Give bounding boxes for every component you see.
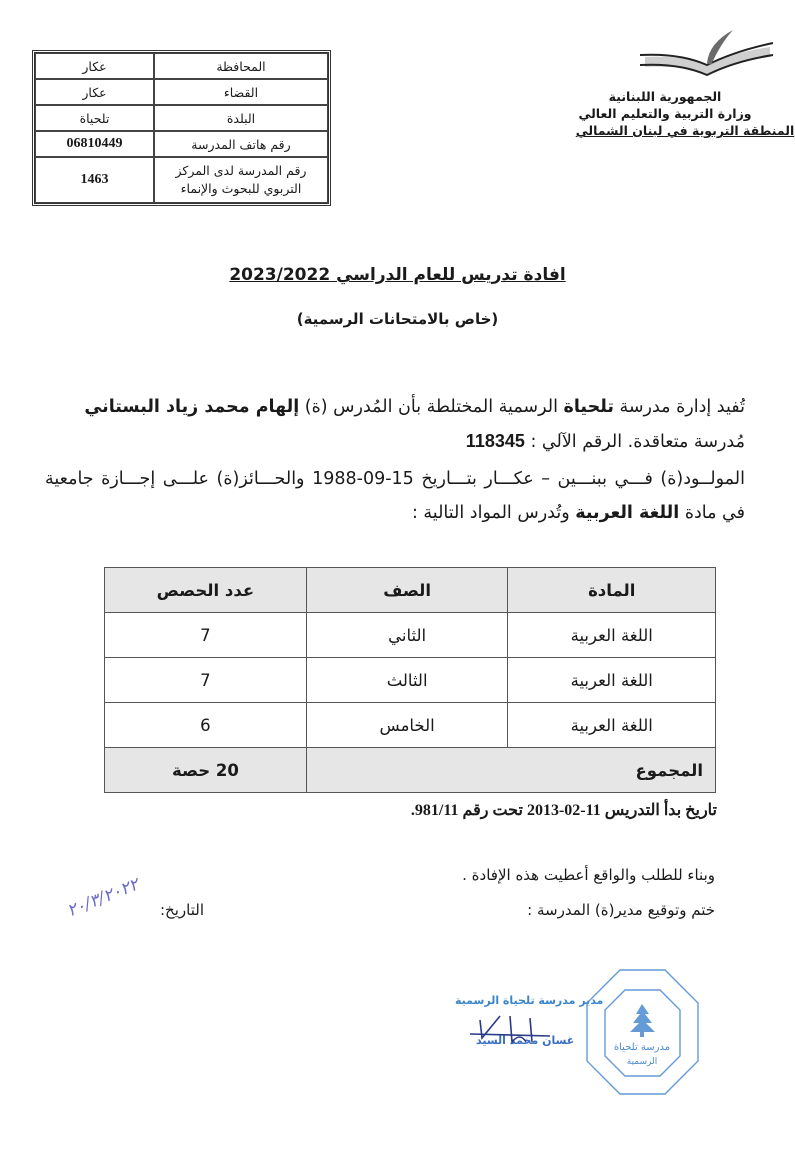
seal-text-2: الرسمية bbox=[626, 1057, 658, 1067]
school-info-table bbox=[32, 50, 331, 206]
stamp-director-name: غسان محمد السيد bbox=[476, 1034, 575, 1047]
info-value: 1463 bbox=[35, 157, 154, 203]
para-text: الرسمية المختلطة بأن المُدرس (ة) bbox=[304, 397, 558, 417]
employee-id: 118345 bbox=[465, 431, 525, 451]
cell-sessions: 6 bbox=[105, 703, 307, 748]
cell-grade: الثاني bbox=[306, 613, 508, 658]
table-row bbox=[105, 703, 716, 748]
total-value: 20 حصة bbox=[105, 748, 307, 793]
cell-grade: الخامس bbox=[306, 703, 508, 748]
document-title bbox=[0, 265, 795, 285]
cell-subject: اللغة العربية bbox=[508, 658, 716, 703]
info-label: رقم المدرسة لدى المركز التربوي للبحوث والإنماء bbox=[154, 157, 328, 203]
header-grade: الصف bbox=[306, 568, 508, 613]
info-value: تلحياة bbox=[35, 105, 154, 131]
table-row bbox=[105, 658, 716, 703]
school-name: تلحياة bbox=[563, 397, 614, 417]
table-total-row bbox=[105, 748, 716, 793]
info-label: رقم هاتف المدرسة bbox=[154, 131, 328, 157]
para-text: وتُدرس المواد التالية : bbox=[411, 503, 570, 523]
ministry-logo-icon bbox=[625, 25, 775, 80]
seal-text: مدرسة تلحياة bbox=[613, 1042, 671, 1053]
para-text: مُدرسة متعاقدة. الرقم الآلي : bbox=[530, 432, 745, 452]
info-value: عكار bbox=[35, 53, 154, 79]
closing-statement: وبناء للطلب والواقع أعطيت هذه الإفادة . bbox=[462, 866, 715, 884]
government-header bbox=[565, 88, 795, 139]
teacher-name: إلهام محمد زياد البستاني bbox=[84, 397, 300, 417]
info-value: 06810449 bbox=[35, 131, 154, 157]
info-row bbox=[35, 157, 328, 203]
director-signature bbox=[470, 1012, 560, 1052]
info-value: عكار bbox=[35, 79, 154, 105]
certification-paragraph bbox=[45, 390, 745, 459]
cell-sessions: 7 bbox=[105, 613, 307, 658]
republic-name: الجمهورية اللبنانية bbox=[608, 89, 722, 104]
teaching-start-line: تاريخ بدأ التدريس 11-02-2013 تحت رقم 981/11. bbox=[410, 802, 717, 819]
degree-subject: اللغة العربية bbox=[575, 503, 680, 523]
para-text: تُفيد إدارة مدرسة bbox=[619, 397, 745, 417]
cell-sessions: 7 bbox=[105, 658, 307, 703]
info-row bbox=[35, 79, 328, 105]
stamp-director-line: مدير مدرسة تلحياة الرسمية bbox=[455, 994, 604, 1007]
cell-subject: اللغة العربية bbox=[508, 613, 716, 658]
header-subject: المادة bbox=[508, 568, 716, 613]
region-name: المنطقة التربوية في لبنان الشمالي bbox=[575, 123, 795, 138]
table-row bbox=[105, 613, 716, 658]
handwritten-date: ٢٠/٣/٢٠٢٢ bbox=[64, 874, 142, 922]
school-seal bbox=[585, 968, 700, 1096]
info-row bbox=[35, 131, 328, 157]
info-label: القضاء bbox=[154, 79, 328, 105]
table-header-row bbox=[105, 568, 716, 613]
cedar-icon bbox=[630, 1004, 655, 1037]
info-row bbox=[35, 53, 328, 79]
para-text: المولــود(ة) فـــي ببنـــين – عكـــار بتـــاريخ 15-09-1988 والحـــائز(ة) علـــى إجـــازة جامعية في مادة bbox=[45, 469, 745, 523]
document-subtitle: (خاص بالامتحانات الرسمية) bbox=[296, 310, 499, 328]
signature-label: ختم وتوقيع مدير(ة) المدرسة : bbox=[527, 901, 715, 919]
info-label: المحافظة bbox=[154, 53, 328, 79]
subjects-table bbox=[104, 567, 716, 793]
info-row bbox=[35, 105, 328, 131]
cell-grade: الثالث bbox=[306, 658, 508, 703]
title-text: افادة تدريس للعام الدراسي 2023/2022 bbox=[229, 265, 566, 285]
total-label: المجموع bbox=[306, 748, 715, 793]
header-sessions: عدد الحصص bbox=[105, 568, 307, 613]
ministry-name: وزارة التربية والتعليم العالي bbox=[578, 106, 752, 121]
cell-subject: اللغة العربية bbox=[508, 703, 716, 748]
date-label: التاريخ: bbox=[160, 901, 204, 919]
birth-degree-paragraph bbox=[45, 462, 745, 530]
info-label: البلدة bbox=[154, 105, 328, 131]
